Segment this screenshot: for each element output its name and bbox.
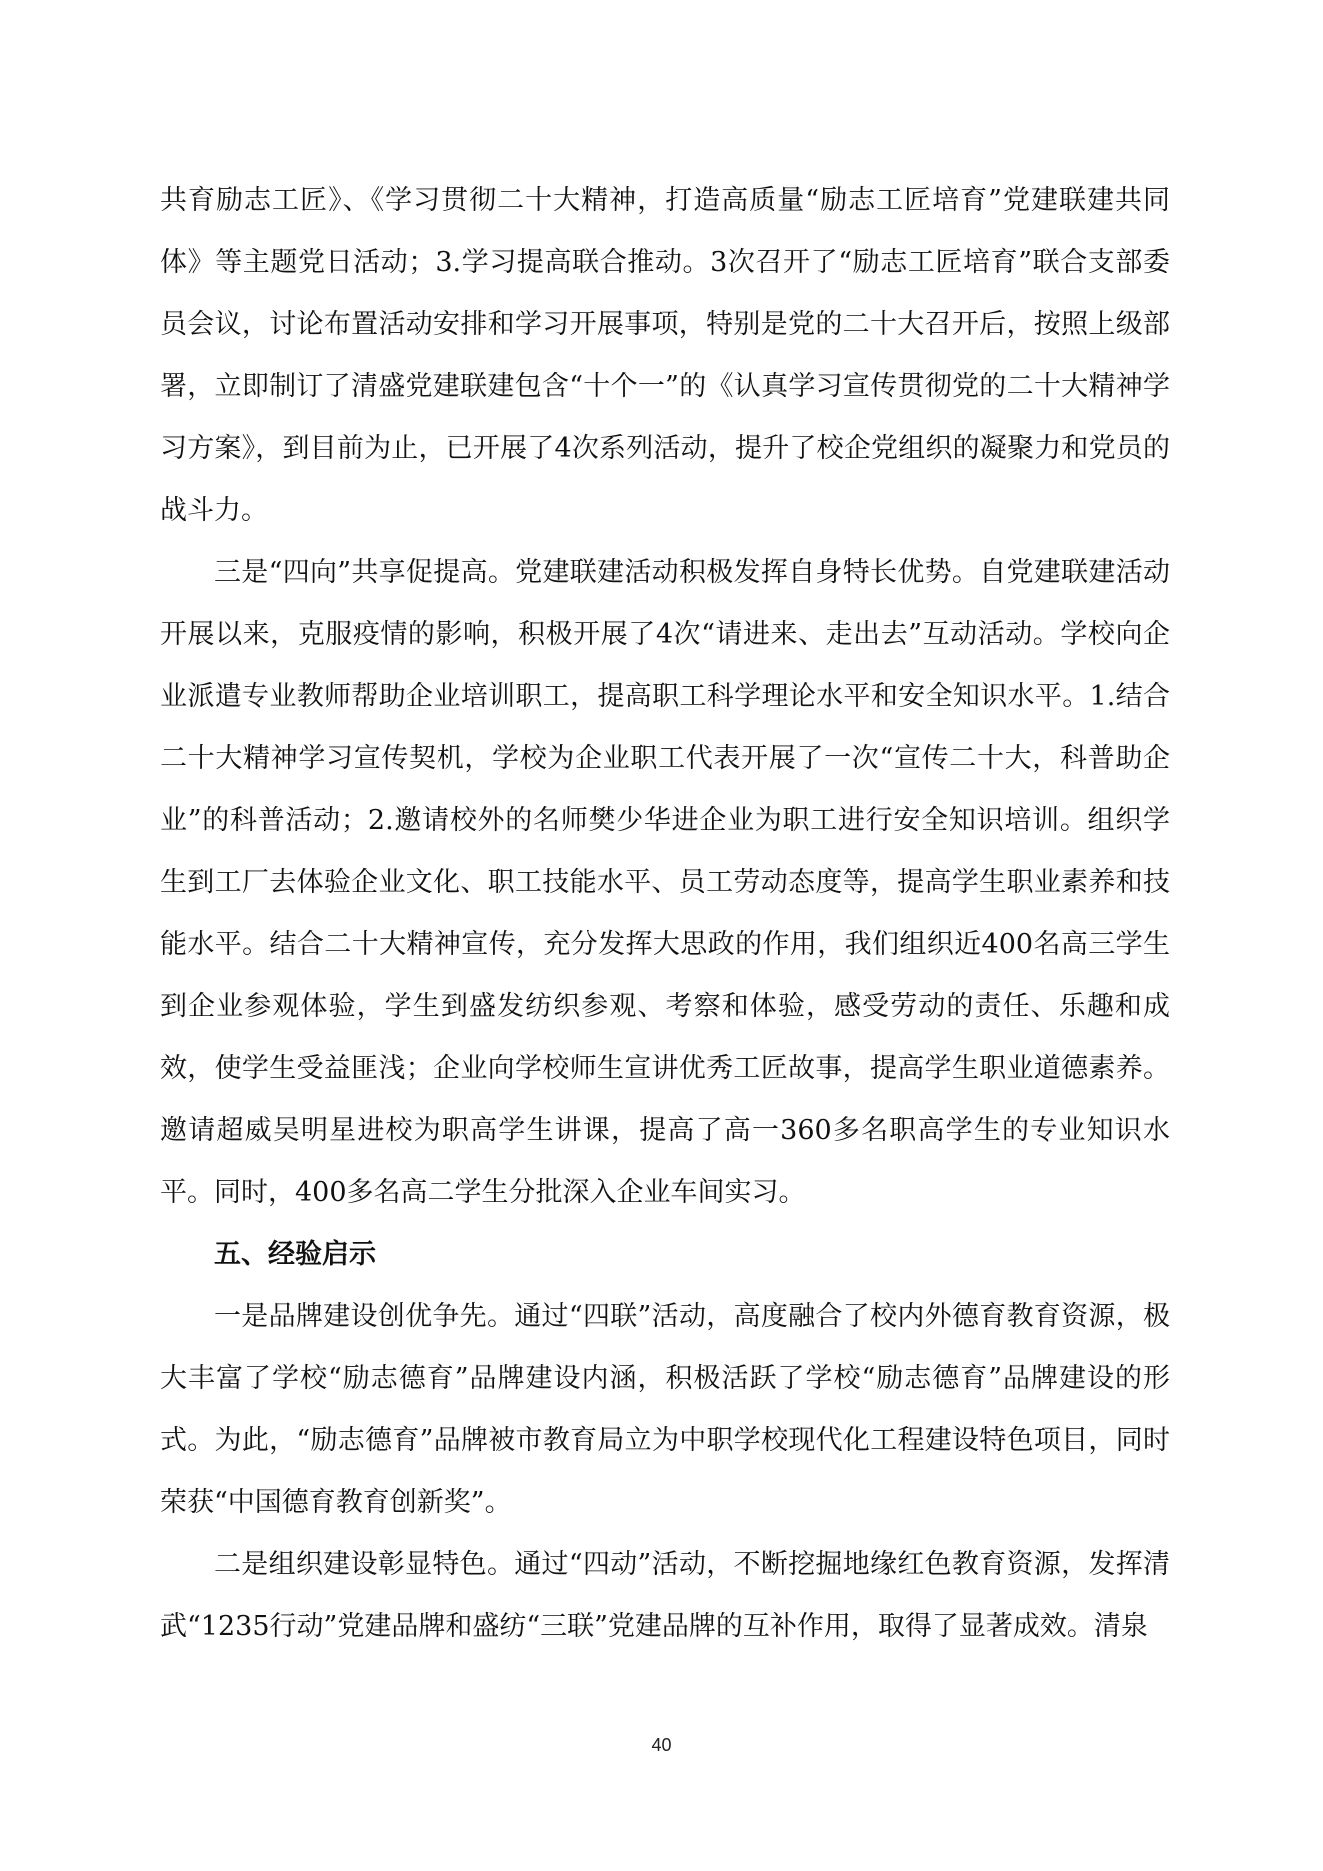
paragraph-organization-building: 二是组织建设彰显特色。通过“四动”活动，不断挖掘地缘红色教育资源，发挥清武“1235行动”党建品牌和盛纺“三联”党建品牌的互补作用，取得了显著成效。清泉 xyxy=(160,1549,1170,1642)
page-number: 40 xyxy=(651,1735,672,1755)
section-heading: 五、经验启示 xyxy=(214,1239,376,1270)
page-body xyxy=(160,170,1170,1658)
paragraph-brand-building: 一是品牌建设创优争先。通过“四联”活动，高度融合了校内外德育教育资源，极大丰富了学校“励志德育”品牌建设内涵，积极活跃了学校“励志德育”品牌建设的形式。为此，“励志德育”品牌被市教育局立为中职学校现代化工程建设特色项目，同时荣获“中国德育教育创新奖”。 xyxy=(160,1301,1170,1518)
paragraph-four-directions: 三是“四向”共享促提高。党建联建活动积极发挥自身特长优势。自党建联建活动开展以来，克服疫情的影响，积极开展了4次“请进来、走出去”互动活动。学校向企业派遣专业教师帮助企业培训职工，提高职工科学理论水平和安全知识水平。1.结合二十大精神学习宣传契机，学校为企业职工代表开展了一次“宣传二十大，科普助企业”的科普活动；2.邀请校外的名师樊少华进企业为职工进行安全知识培训。组织学生到工厂去体验企业文化、职工技能水平、员工劳动态度等，提高学生职业素养和技能水平。结合二十大精神宣传，充分发挥大思政的作用，我们组织近400名高三学生到企业参观体验，学生到盛发纺织参观、考察和体验，感受劳动的责任、乐趣和成效，使学生受益匪浅；企业向学校师生宣讲优秀工匠故事，提高学生职业道德素养。邀请超威吴明星进校为职高学生讲课，提高了高一360多名职高学生的专业知识水平。同时，400多名高二学生分批深入企业车间实习。 xyxy=(160,557,1170,1208)
paragraph-continuation: 共育励志工匠》、《学习贯彻二十大精神，打造高质量“励志工匠培育”党建联建共同体》等主题党日活动；3.学习提高联合推动。3次召开了“励志工匠培育”联合支部委员会议，讨论布置活动安排和学习开展事项，特别是党的二十大召开后，按照上级部署，立即制订了清盛党建联建包含“十个一”的《认真学习宣传贯彻党的二十大精神学习方案》，到目前为止，已开展了4次系列活动，提升了校企党组织的凝聚力和党员的战斗力。 xyxy=(160,185,1170,526)
